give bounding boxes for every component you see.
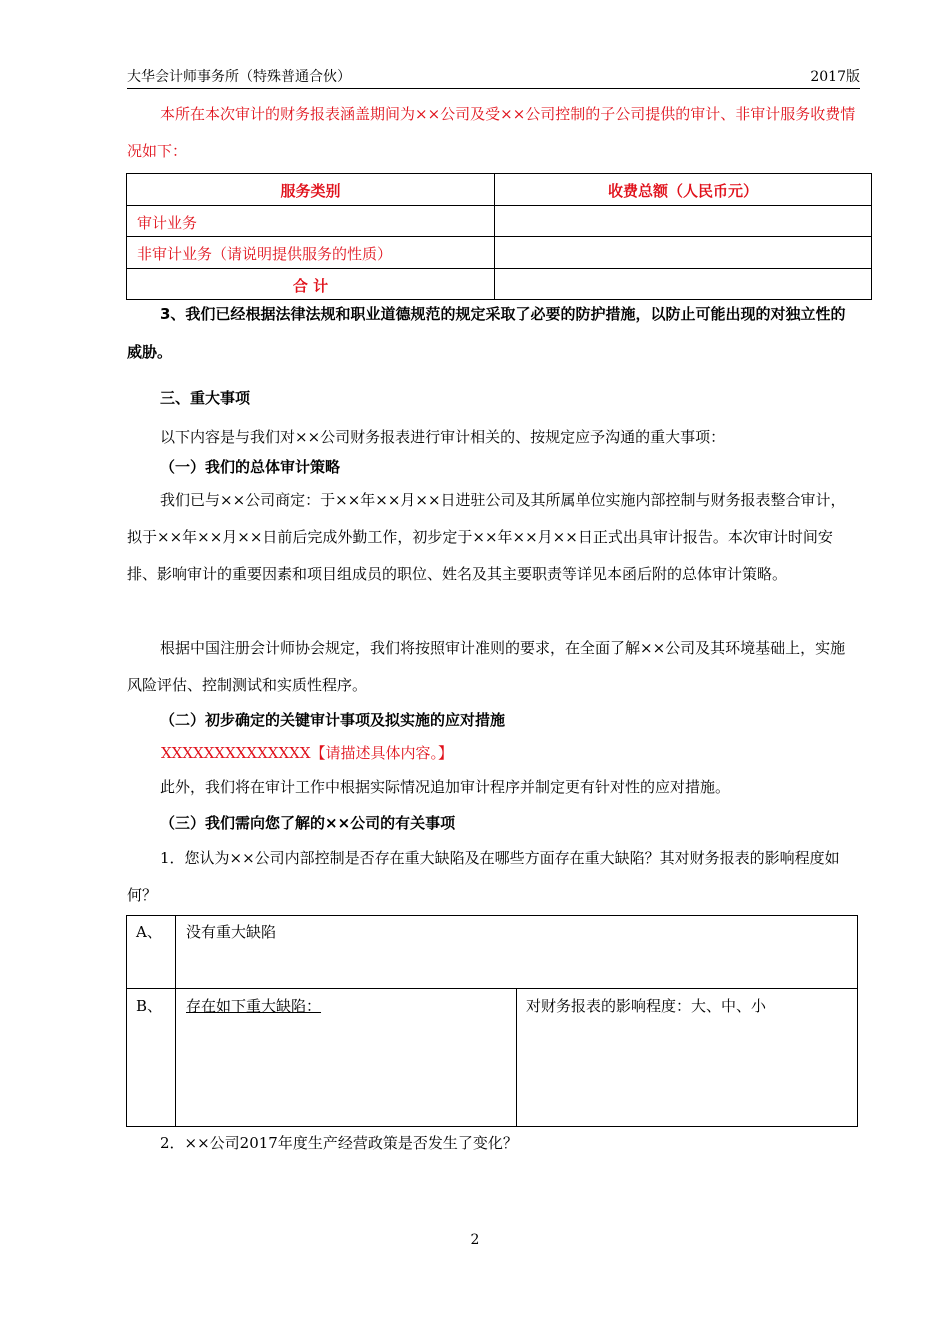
section-3-title: 三、重大事项: [160, 389, 251, 407]
fee-row-audit: 审计业务: [137, 214, 198, 232]
sub2-title: （二）初步确定的关键审计事项及拟实施的应对措施: [160, 711, 506, 729]
sub2-para: 此外，我们将在审计工作中根据实际情况追加审计程序并制定更有针对性的应对措施。: [160, 778, 731, 796]
fee-header-amount: 收费总额（人民币元）: [607, 182, 758, 200]
item-3: 3、我们已经根据法律法规和职业道德规范的规定采取了必要的防护措施，以防止可能出现的对独立性的威胁。: [127, 305, 846, 361]
sub1-title: （一）我们的总体审计策略: [160, 458, 341, 476]
sub1-para2: 根据中国注册会计师协会规定，我们将按照审计准则的要求，在全面了解××公司及其环境基础上，实施风险评估、控制测试和实质性程序。: [127, 639, 846, 694]
edition-label: 2017版: [810, 69, 860, 85]
page-number: 2: [470, 1232, 480, 1248]
sub2-placeholder: XXXXXXXXXXXXXX【请描述具体内容。】: [161, 744, 454, 762]
page-header: [127, 66, 860, 89]
option-b-text: 存在如下重大缺陷：: [186, 997, 322, 1015]
fee-row-nonaudit: 非审计业务（请说明提供服务的性质）: [137, 245, 393, 263]
option-b-impact: 对财务报表的影响程度：大、中、小: [526, 997, 767, 1015]
fee-intro: 本所在本次审计的财务报表涵盖期间为××公司及受××公司控制的子公司提供的审计、非审计服务收费情况如下：: [127, 105, 856, 160]
deficiency-table: [126, 915, 858, 1127]
option-a-text: 没有重大缺陷: [186, 923, 277, 941]
sub1-para1: 我们已与××公司商定：于××年××月××日进驻公司及其所属单位实施内部控制与财务报表整合审计，拟于××年××月××日前后完成外勤工作，初步定于××年××月××日正式出具审计报告。本次审计时间安排、影响审计的重要因素和项目组成员的职位、姓名及其主要职责等详见本函后附的总体审计策略。: [127, 491, 846, 583]
sub3-question-1: 1．您认为××公司内部控制是否存在重大缺陷及在哪些方面存在重大缺陷？其对财务报表的影响程度如何？: [127, 849, 840, 904]
section-3-lead: 以下内容是与我们对××公司财务报表进行审计相关的、按规定应予沟通的重大事项：: [160, 428, 726, 446]
option-b-label: B、: [136, 997, 163, 1015]
sub3-title: （三）我们需向您了解的××公司的有关事项: [160, 814, 456, 832]
firm-name: 大华会计师事务所（特殊普通合伙）: [127, 69, 351, 85]
sub3-question-2: 2．××公司2017年度生产经营政策是否发生了变化？: [160, 1134, 518, 1152]
fee-row-total: 合 计: [292, 277, 329, 295]
fee-header-category: 服务类别: [280, 182, 341, 200]
option-a-label: A、: [136, 923, 162, 941]
